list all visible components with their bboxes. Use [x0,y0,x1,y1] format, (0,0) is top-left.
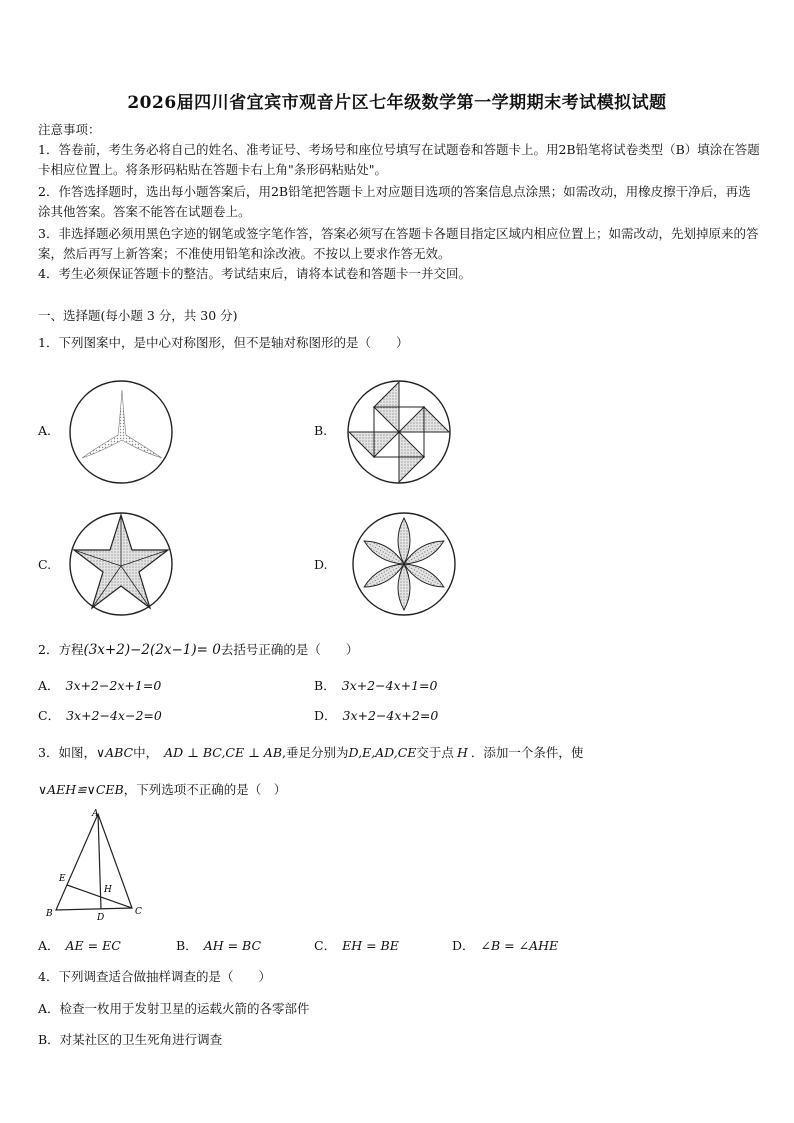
q4-option-b: B．对某社区的卫生死角进行调查 [38,1032,223,1047]
notice-item-4: 4．考生必须保证答题卡的整洁。考试结束后，请将本试卷和答题卡一并交回。 [38,266,471,281]
q2-stem-prefix: 2．方程 [38,642,84,657]
q2-option-c-text: 3x+2−4x−2=0 [66,708,162,723]
notice-item-2: 2．作答选择题时，选出每小题答案后，用2B铅笔把答题卡上对应题目选项的答案信息点涂黑；如需改动，用橡皮擦干净后，再选涂其他答案。答案不能答在试题卷上。 [38,184,751,219]
q3-option-d-label: D． [452,938,475,953]
q3-option-a-text: AE = EC [65,938,121,953]
q3-stem-mid: 中， [133,745,159,760]
q2-option-c [38,706,162,724]
q3-option-d-text: ∠B = ∠AHE [480,938,559,953]
q3-points: D,E,AD,CE [348,745,417,760]
q3-option-d [452,936,558,954]
q2-option-a-label: A． [38,678,60,693]
section-heading: 一、选择题(每小题 3 分，共 30 分) [38,308,238,323]
q1-label-c: C. [38,557,52,572]
q3-stem-line2 [38,780,286,798]
q3-condition: AD ⊥ BC,CE ⊥ AB [164,745,283,760]
q3-stem-e: ，下列选项不正确的是（ ） [123,782,287,797]
q3-option-a [38,936,121,954]
q3-stem-b: ,垂足分别为 [282,745,349,760]
q3-congruence: ∨AEH≌∨CEB [38,782,124,797]
q3-point-h: H [456,745,468,760]
notice-heading: 注意事项： [38,122,101,137]
q2-equation: (3x+2)−2(2x−1)= 0 [83,642,221,658]
q3-option-b [176,936,261,954]
q3-stem-d: ．添加一个条件，使 [470,745,584,760]
q3-label-a: A [92,809,99,819]
q1-label-b: B. [314,423,328,438]
q3-label-c: C [135,907,142,917]
q1-stem: 1．下列图案中，是中心对称图形，但不是轴对称图形的是（ ） [38,335,409,350]
figure-d-flower [352,512,456,616]
figure-b-pinwheel [347,380,451,484]
q2-option-b-label: B． [314,678,336,693]
q4-stem: 4．下列调查适合做抽样调查的是（ ） [38,969,271,984]
q3-triangle: ∨ABC [95,745,134,760]
q1-label-a: A. [38,423,52,438]
q3-label-d: D [97,913,105,923]
q3-option-c [314,936,399,954]
q3-option-b-text: AH = BC [203,938,262,953]
q3-label-e: E [59,874,66,884]
q3-stem-a: 3．如图， [38,745,96,760]
q2-option-d [314,706,438,724]
q2-option-b-text: 3x+2−4x+1=0 [341,678,438,693]
q3-stem-line1 [38,743,583,761]
notice-item-3: 3．非选择题必须用黑色字迹的钢笔或签字笔作答，答案必须写在答题卡各题目指定区域内相应位置上；如需改动，先划掉原来的答案，然后再写上新答案；不准使用铅笔和涂改液。不按以上要求作答无效。 [38,226,759,261]
figure-c-star [69,512,173,616]
q3-option-b-label: B． [176,938,198,953]
q4-option-a: A．检查一枚用于发射卫星的运载火箭的各零部件 [38,1001,310,1016]
q2-stem-suffix: 去括号正确的是（ ） [220,642,359,657]
q3-option-a-label: A． [38,938,60,953]
q2-option-d-text: 3x+2−4x+2=0 [342,708,439,723]
q3-label-h: H [104,885,112,895]
notice-item-1: 1．答卷前，考生务必将自己的姓名、准考证号、考场号和座位号填写在试题卷和答题卡上。用2B铅笔将试卷类型（B）填涂在答题卡相应位置上。将条形码粘贴在答题卡右上角"条形码粘贴处"。 [38,142,760,177]
figure-a-tristar [62,380,182,484]
q2-option-b [314,676,437,694]
page-title: 2026届四川省宜宾市观音片区七年级数学第一学期期末考试模拟试题 [127,93,667,113]
q3-label-b: B [46,909,53,919]
q2-option-a-text: 3x+2−2x+1=0 [65,678,162,693]
q3-option-c-label: C． [314,938,337,953]
q1-label-d: D. [314,557,328,572]
q2-option-a [38,676,161,694]
q3-option-c-text: EH = BE [342,938,399,953]
q3-stem-c: 交于点 [416,745,454,760]
q3-triangle-figure [42,806,152,924]
q2-option-d-label: D． [314,708,337,723]
q2-stem [38,640,358,658]
q2-option-c-label: C． [38,708,61,723]
